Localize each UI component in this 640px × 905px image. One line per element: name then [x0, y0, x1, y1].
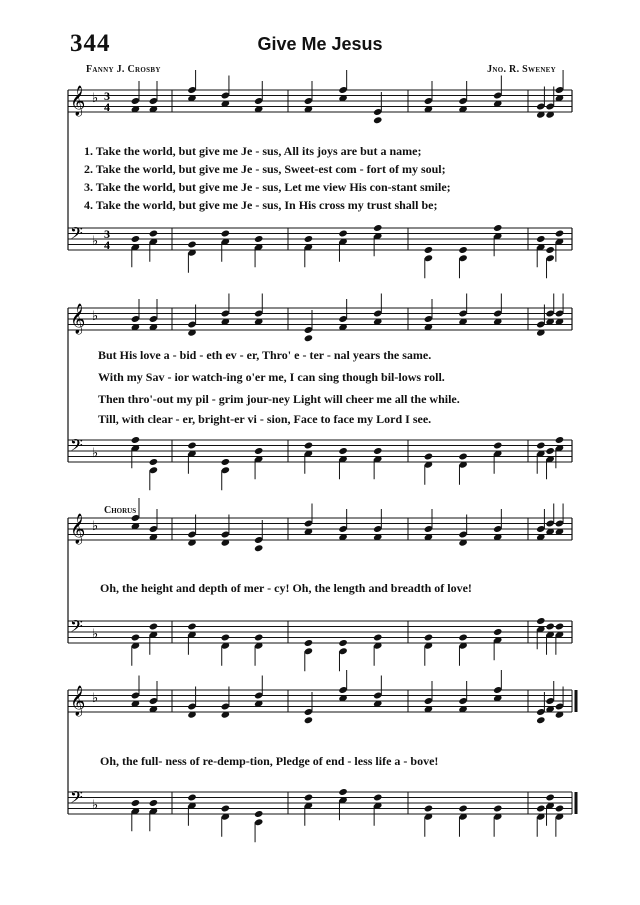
note-head: [254, 447, 263, 455]
chorus-line-2: Oh, the full- ness of re-demp-tion, Pledge of end - less life a - bove!: [100, 754, 439, 768]
note-head: [254, 810, 263, 818]
note-head: [304, 334, 313, 342]
note-head: [304, 716, 313, 724]
note-head: [536, 805, 545, 813]
note-head: [149, 458, 158, 466]
note-head: [536, 235, 545, 243]
bass-time-signature-bottom: 4: [104, 238, 110, 252]
treble-clef-icon: 𝄞: [70, 686, 86, 716]
treble-clef-icon: 𝄞: [70, 86, 86, 116]
composer-credit: Jno. R. Sweney: [487, 64, 556, 75]
note-head: [131, 235, 140, 243]
flat-key-signature-icon: ♭: [92, 627, 99, 642]
lyricist-credit: Fanny J. Crosby: [86, 64, 161, 75]
note-head: [149, 623, 158, 631]
bass-clef-icon: 𝄢: [70, 616, 83, 640]
note-head: [304, 442, 313, 450]
note-head: [555, 436, 564, 444]
flat-key-signature-icon: ♭: [92, 691, 99, 706]
note-head: [131, 436, 140, 444]
note-head: [555, 230, 564, 238]
refrain-line-3: Then thro'-out my pil - grim jour-ney Light will cheer me all the while.: [98, 392, 460, 406]
note-head: [131, 799, 140, 807]
refrain-line-1: But His love a - bid - eth ev - er, Thro' e - ter - nal years the same.: [98, 348, 432, 362]
note-head: [304, 794, 313, 802]
note-head: [373, 116, 382, 124]
note-head: [254, 235, 263, 243]
bass-clef-icon: 𝄢: [70, 787, 83, 811]
note-head: [545, 623, 554, 631]
note-head: [545, 246, 554, 254]
note-head: [545, 794, 554, 802]
note-head: [221, 634, 230, 642]
bass-time-signature-top: 3: [104, 227, 110, 241]
note-head: [493, 224, 502, 232]
note-head: [254, 544, 263, 552]
note-head: [221, 230, 230, 238]
treble-clef-icon: 𝄞: [70, 514, 86, 544]
flat-key-signature-icon: ♭: [92, 798, 99, 813]
note-head: [536, 617, 545, 625]
refrain-line-2: With my Sav - ior watch-ing o'er me, I can sing though bil-lows roll.: [98, 370, 445, 384]
hymn-number: 344: [70, 30, 111, 57]
verse-line-3: 3. Take the world, but give me Je - sus, Let me view His con-stant smile;: [84, 180, 451, 194]
note-head: [254, 634, 263, 642]
bass-clef-icon: 𝄢: [70, 223, 83, 247]
note-head: [187, 442, 196, 450]
chorus-label: Chorus: [104, 505, 137, 516]
treble-time-signature-top: 3: [104, 89, 110, 103]
note-head: [373, 794, 382, 802]
note-head: [149, 799, 158, 807]
note-head: [149, 230, 158, 238]
note-head: [555, 805, 564, 813]
flat-key-signature-icon: ♭: [92, 446, 99, 461]
note-head: [221, 458, 230, 466]
refrain-line-4: Till, with clear - er, bright-er vi - sion, Face to face my Lord I see.: [98, 412, 432, 426]
note-head: [424, 805, 433, 813]
flat-key-signature-icon: ♭: [92, 309, 99, 324]
note-head: [187, 623, 196, 631]
note-head: [536, 716, 545, 724]
flat-key-signature-icon: ♭: [92, 91, 99, 106]
verse-line-4: 4. Take the world, but give me Je - sus, In His cross my trust shall be;: [84, 198, 438, 212]
flat-key-signature-icon: ♭: [92, 519, 99, 534]
note-head: [458, 805, 467, 813]
note-head: [338, 230, 347, 238]
note-head: [493, 805, 502, 813]
hymn-title: Give Me Jesus: [257, 34, 383, 54]
note-head: [458, 453, 467, 461]
note-head: [493, 442, 502, 450]
note-head: [555, 623, 564, 631]
note-head: [373, 634, 382, 642]
note-head: [536, 442, 545, 450]
note-head: [458, 634, 467, 642]
note-head: [424, 453, 433, 461]
note-head: [338, 788, 347, 796]
chorus-line-1: Oh, the height and depth of mer - cy! Oh, the length and breadth of love!: [100, 581, 472, 595]
note-head: [221, 805, 230, 813]
note-head: [424, 246, 433, 254]
note-head: [304, 639, 313, 647]
note-head: [338, 639, 347, 647]
note-head: [373, 447, 382, 455]
note-head: [187, 794, 196, 802]
note-head: [338, 447, 347, 455]
note-head: [304, 235, 313, 243]
note-head: [373, 224, 382, 232]
treble-clef-icon: 𝄞: [70, 304, 86, 334]
verse-line-1: 1. Take the world, but give me Je - sus, All its joys are but a name;: [84, 144, 422, 158]
note-head: [493, 628, 502, 636]
verse-line-2: 2. Take the world, but give me Je - sus, Sweet-est com - fort of my soul;: [84, 162, 446, 176]
flat-key-signature-icon: ♭: [92, 234, 99, 249]
treble-time-signature-bottom: 4: [104, 100, 110, 114]
note-head: [545, 447, 554, 455]
note-head: [187, 241, 196, 249]
note-head: [424, 634, 433, 642]
note-head: [131, 634, 140, 642]
note-head: [458, 246, 467, 254]
bass-clef-icon: 𝄢: [70, 435, 83, 459]
